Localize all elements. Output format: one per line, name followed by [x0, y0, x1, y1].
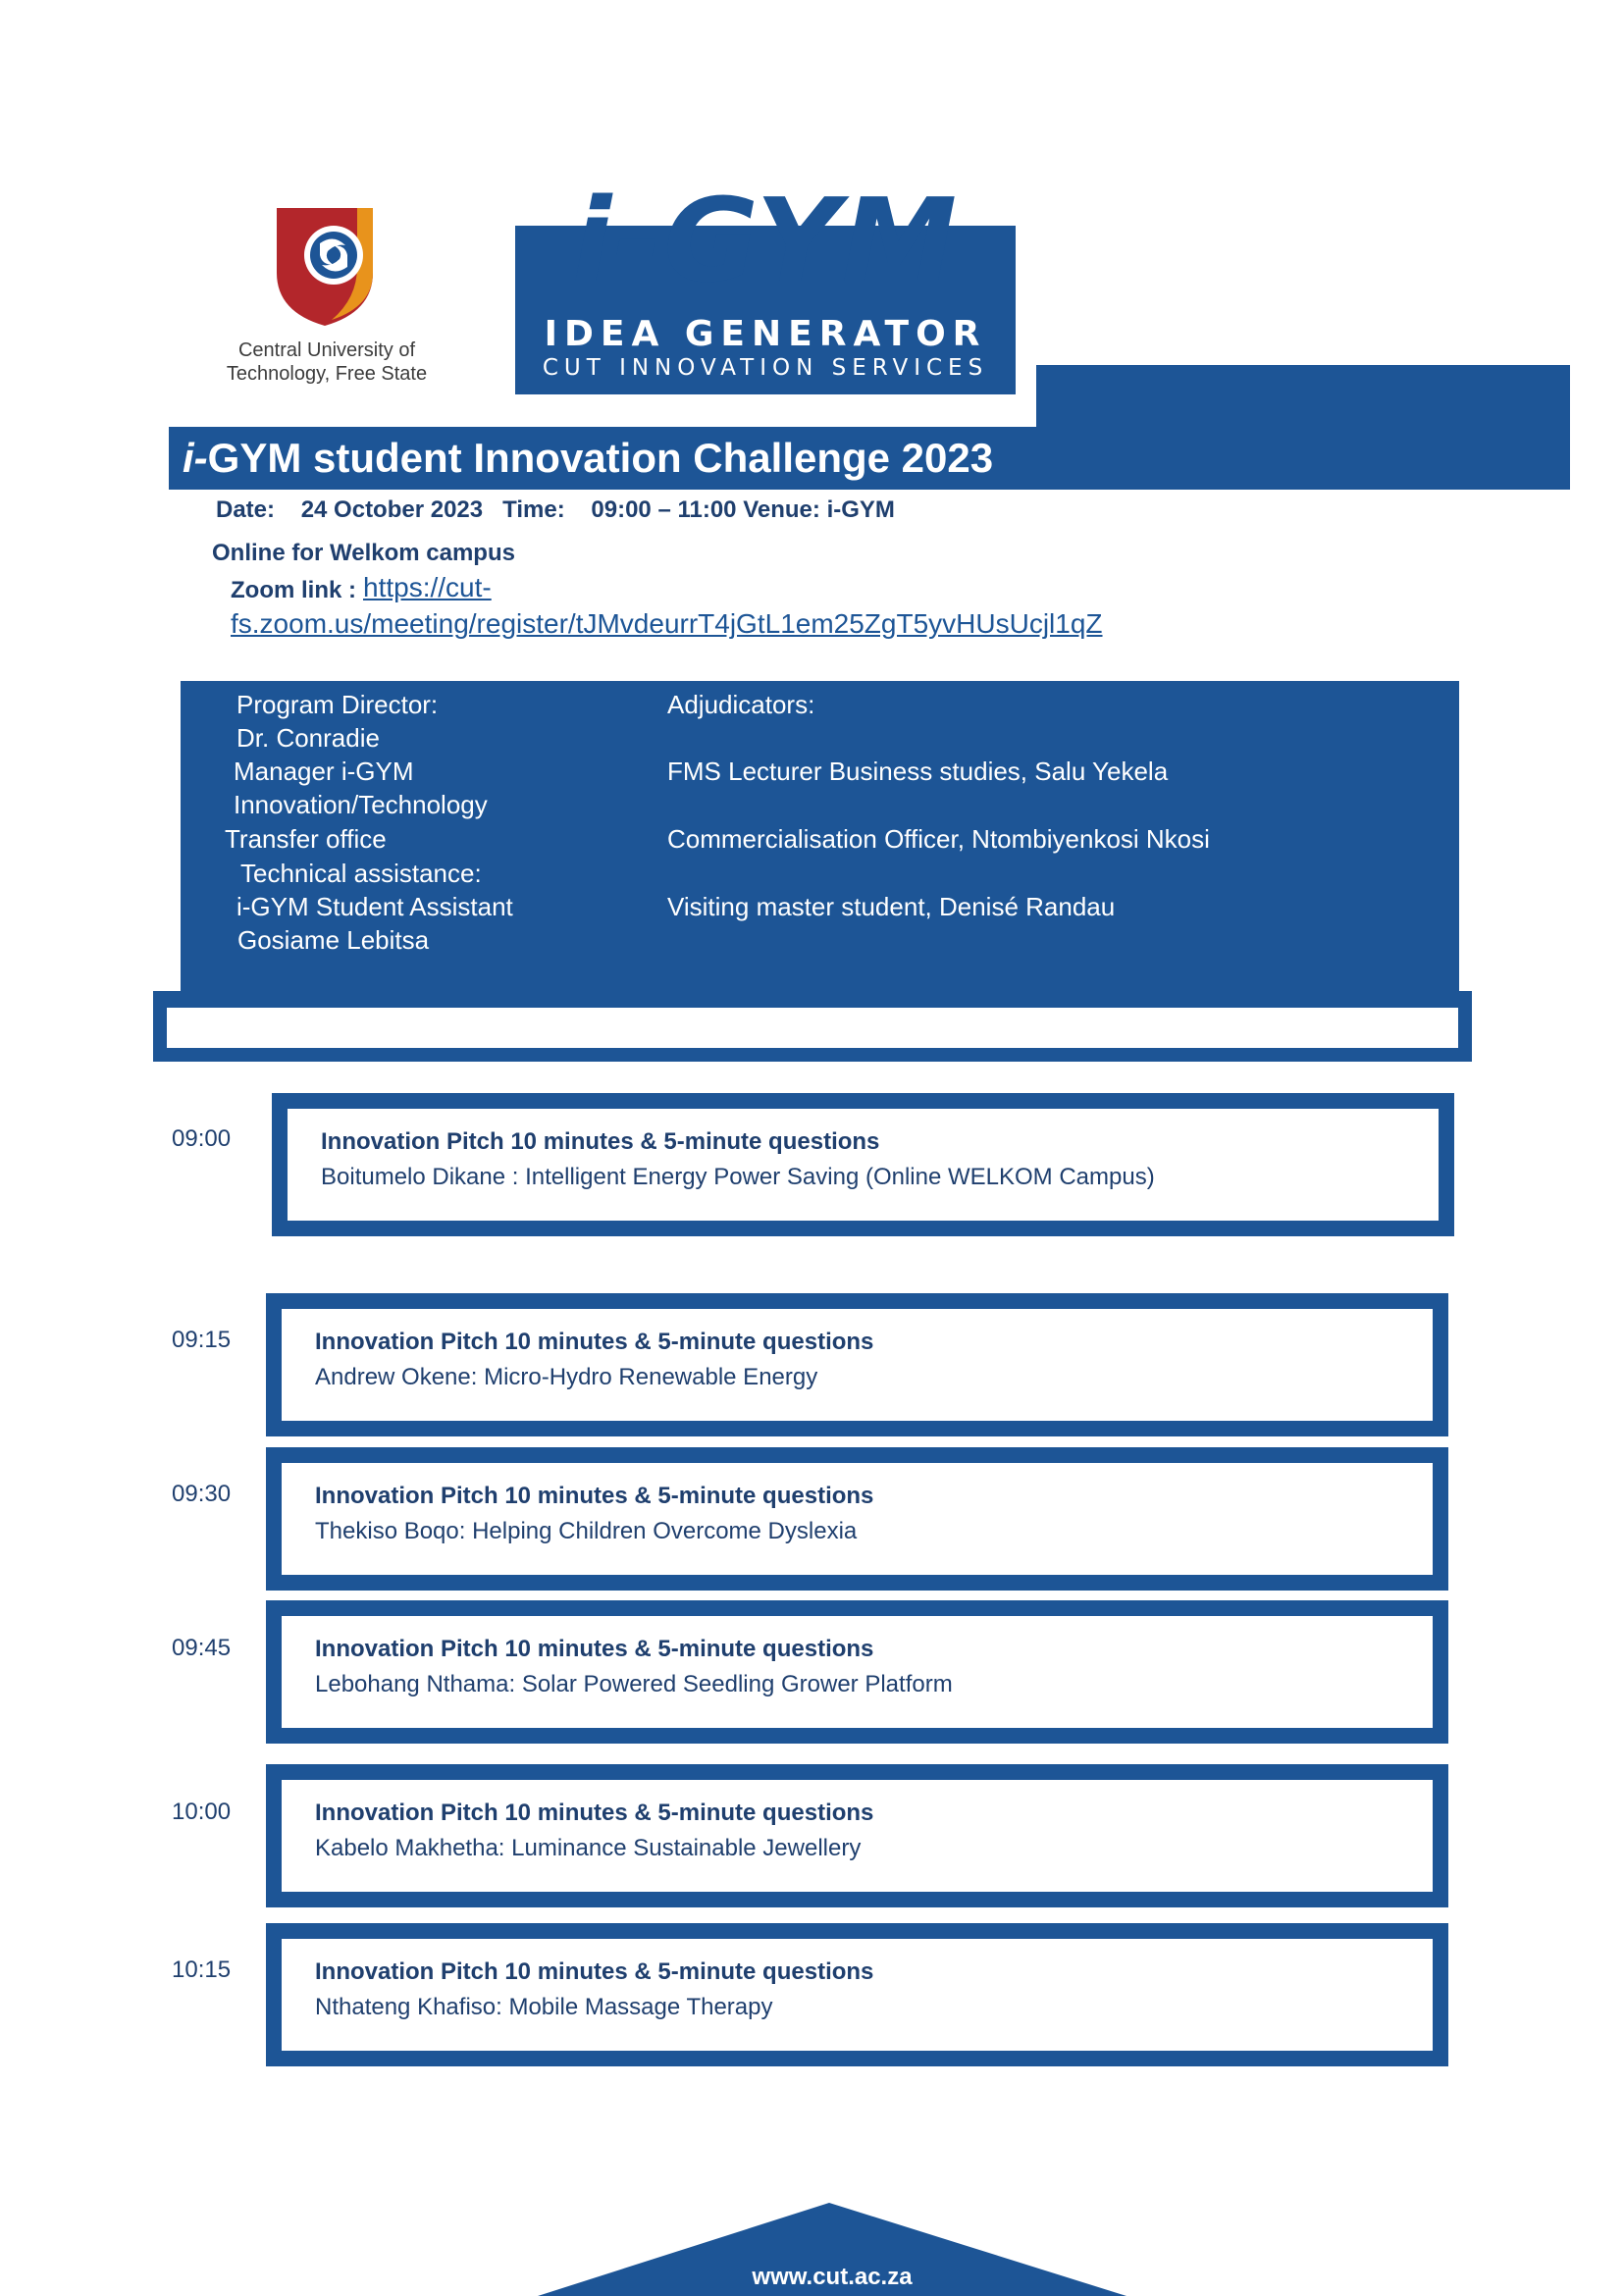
event-date-line: [216, 496, 895, 524]
slot-description: Lebohang Nthama: Solar Powered Seedling Grower Platform: [315, 1671, 953, 1697]
slot-heading: Innovation Pitch 10 minutes & 5-minute questions: [321, 1128, 880, 1155]
event-date: 24 October 2023: [300, 496, 484, 523]
date-label: Date:: [216, 496, 276, 523]
slot-heading: Innovation Pitch 10 minutes & 5-minute questions: [315, 1636, 874, 1662]
slot-time: 09:45: [172, 1635, 232, 1661]
university-name-line1: Central University of: [237, 339, 416, 361]
schedule-slot: [266, 1600, 1448, 1744]
cut-shield-logo-icon: [271, 204, 379, 328]
adjudicator-2: Commercialisation Officer, Ntombiyenkosi Nkosi: [667, 824, 1210, 854]
event-time: 09:00 – 11:00: [591, 496, 737, 523]
event-venue: i-GYM: [826, 496, 895, 523]
program-frame: [153, 991, 1472, 1062]
program-director-dept: Innovation/Technology: [234, 790, 488, 819]
footer-website-link[interactable]: www.cut.ac.za: [752, 2264, 913, 2290]
slot-description: Nthateng Khafiso: Mobile Massage Therapy: [315, 1994, 773, 2020]
time-label: Time:: [502, 496, 565, 523]
schedule-slot: [266, 1293, 1448, 1436]
program-director-name: Dr. Conradie: [236, 723, 380, 753]
slot-time: 09:30: [172, 1481, 232, 1507]
slot-description: Andrew Okene: Micro-Hydro Renewable Energy: [315, 1364, 818, 1390]
igym-logo-text: i-GYM: [571, 173, 960, 308]
program-director-label: Program Director:: [236, 690, 439, 719]
igym-logo-subtitle: IDEA GENERATOR: [544, 314, 987, 354]
igym-logo-tagline: CUT INNOVATION SERVICES: [542, 355, 989, 381]
schedule-slot: [266, 1764, 1448, 1907]
schedule-slot: [266, 1923, 1448, 2066]
slot-time: 09:15: [172, 1327, 232, 1353]
online-note: Online for Welkom campus: [212, 540, 515, 566]
program-director-role: Manager i-GYM: [234, 757, 414, 786]
page-title-main: GYM student Innovation Challenge 2023: [207, 435, 994, 481]
slot-description: Kabelo Makhetha: Luminance Sustainable Jewellery: [315, 1835, 862, 1861]
zoom-link-part1[interactable]: https://cut-: [363, 572, 492, 602]
adjudicator-1: FMS Lecturer Business studies, Salu Yekela: [667, 757, 1169, 786]
slot-description: Boitumelo Dikane : Intelligent Energy Power Saving (Online WELKOM Campus): [321, 1164, 1155, 1190]
slot-heading: Innovation Pitch 10 minutes & 5-minute questions: [315, 1800, 874, 1826]
zoom-link-part2[interactable]: fs.zoom.us/meeting/register/tJMvdeurrT4jGtL1em25ZgT5yvHUsUcjl1qZ: [231, 608, 1103, 639]
slot-time: 09:00: [172, 1125, 232, 1152]
zoom-link-label: Zoom link :: [231, 577, 356, 603]
university-name-line2: Technology, Free State: [226, 363, 428, 385]
program-director-office: Transfer office: [225, 824, 387, 854]
slot-time: 10:00: [172, 1799, 232, 1825]
slot-heading: Innovation Pitch 10 minutes & 5-minute questions: [315, 1329, 874, 1355]
university-name: [214, 339, 440, 386]
page-title-prefix: i-: [183, 435, 208, 481]
page-title: [183, 430, 993, 487]
schedule-slot: [272, 1093, 1454, 1236]
title-band-extension: [1036, 365, 1570, 490]
slot-time: 10:15: [172, 1957, 232, 1983]
technical-assistance-label: Technical assistance:: [240, 859, 482, 888]
adjudicator-3: Visiting master student, Denisé Randau: [667, 892, 1116, 921]
technical-assistant-name: Gosiame Lebitsa: [237, 925, 430, 955]
slot-description: Thekiso Boqo: Helping Children Overcome Dyslexia: [315, 1518, 858, 1544]
slot-heading: Innovation Pitch 10 minutes & 5-minute questions: [315, 1483, 874, 1509]
venue-label: Venue:: [743, 496, 820, 523]
technical-assistant-role: i-GYM Student Assistant: [236, 892, 513, 921]
adjudicators-label: Adjudicators:: [667, 690, 815, 719]
slot-heading: Innovation Pitch 10 minutes & 5-minute questions: [315, 1958, 874, 1985]
schedule-slot: [266, 1447, 1448, 1591]
